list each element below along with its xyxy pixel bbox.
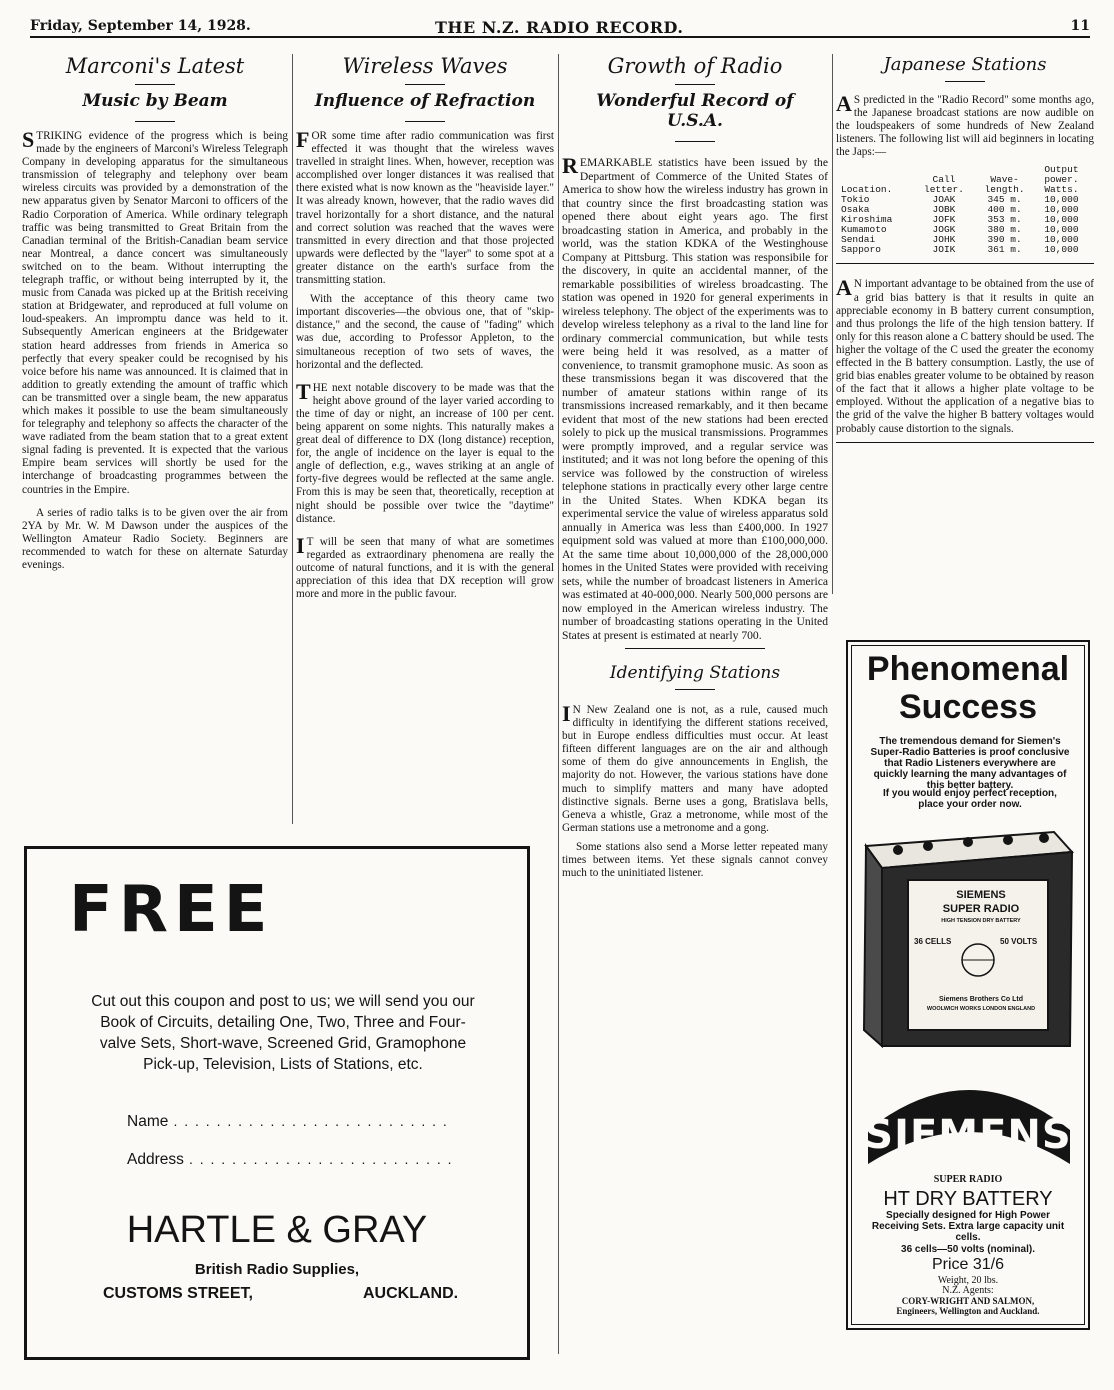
column-divider: [832, 54, 833, 594]
super-radio: SUPER RADIO: [933, 1174, 1003, 1185]
table-row: Kumamoto JOGK 380 m. 10,000: [841, 224, 1079, 236]
coupon-text: Cut out this coupon and post to us; we will send you our Book of Circuits, detailing One, Two, Three and Four-valve Sets, Short-wave, Screened Grid, Gramophone Pick-up, Television, Lists of Stations, etc.: [91, 993, 475, 1073]
table-row: Osaka JOBK 400 m. 10,000: [841, 204, 1079, 216]
article-body: [562, 153, 828, 642]
paragraph: Some stations also send a Morse letter repeated many times between items. Yet these signals cannot convey much to the uninitiated listener.: [562, 840, 828, 880]
ad-headline: Success: [899, 688, 1037, 726]
ad-headline: Phenomenal: [866, 650, 1070, 688]
city: AUCKLAND.: [363, 1285, 459, 1302]
agents-label: N.Z. Agents:: [942, 1285, 994, 1296]
table-header-row: [838, 165, 1088, 195]
drop-cap: R: [562, 153, 578, 178]
battery-label: SIEMENS: [956, 889, 1006, 901]
table-row: Tokio JOAK 345 m. 10,000: [841, 194, 1079, 206]
paragraph: I N New Zealand one is not, as a rule, caused much difficulty in identifying the different stations received, but in Europe endless difficulties must occur. At least fifteen different languages are on the air and although some of them do give announcements in English, the majority do not. However, the various stations have done much to simplify matters and many have adopted distinctive signals. Berne uses a gong, Bratislava bells, Geneva a whistle, Graz a metronome, while most of the German stations use a metronome and a gong.: [562, 701, 828, 834]
brand-logo: SIEMENS: [864, 1112, 1072, 1158]
paragraph: A S predicted in the "Radio Record" some months ago, the Japanese broadcast stations are now audible on the loudspeakers of some hundreds of New Zealand listeners. The following list will aid beginners in locating the Japs:—: [836, 91, 1094, 159]
paragraph: A N important advantage to be obtained from the use of a grid bias battery is that it results in quite an appreciable economy in B battery current consumption, and thus prolongs the life of the high tension battery. If only for this reason alone a C battery should be used. The higher the voltage of the C used the greater the economy effected in the B battery consumption. Lastly, the use of grid bias enables greater volume to be obtained by reason of the fact that it allows a higher plate voltage to be employed. Without the application of a negative bias to the grid of the valve the higher B battery voltages would probably cause distortion to the signals.: [836, 275, 1094, 435]
article-subtitle: Influence of Refraction: [314, 91, 536, 111]
divider: [675, 689, 715, 690]
agents: Engineers, Wellington and Auckland.: [896, 1306, 1040, 1316]
drop-cap: A: [836, 275, 852, 301]
table-row: Sendai JOHK 390 m. 10,000: [841, 234, 1079, 246]
divider: [405, 121, 445, 122]
weight: Weight, 20 lbs.: [937, 1275, 999, 1286]
dotted-line: . . . . . . . . . . . . . . . . . . . . . . . . .: [188, 1151, 454, 1167]
table-header: Wave- length.: [984, 174, 1025, 196]
stations-table: [838, 165, 1088, 255]
column-wireless-waves: [296, 54, 554, 607]
battery-illustration: [858, 820, 1078, 1050]
ad-body: The tremendous demand for Siemen's Super-Radio Batteries is proof conclusive that Radio Listeners everywhere are quickly learning the many advantages of this better battery.: [870, 736, 1070, 791]
article-title: Marconi's Latest: [65, 54, 245, 78]
divider: [836, 442, 1094, 443]
article-subtitle: Wonderful Record of U.S.A.: [596, 91, 794, 131]
price: Price 31/6: [931, 1256, 1005, 1273]
agents: CORY-WRIGHT AND SALMON,: [901, 1296, 1035, 1306]
paragraph: STRIKING evidence of the progress which is being made by the engineers of Marconi's Wireless Telegraph Company in developing apparatus for the simultaneous transmission of telegraphy and telephony over beam wireless circuits was provided by a demonstration of the new apparatus given by Senator Marconi to officers of the Radio Corporation of America. While ordinary telegraph traffic was being transmitted to Great Britain from the Canadian terminal of the British-Canadian beam service near Montreal, a dance concert was simultaneously switched on to the beam. Without interrupting the telegraph traffic, or without being interrupted by it, the music from Canada was picked up at the British receiving station at Bridgewater, and reproduced at full volume on loud-speakers. An impromptu dance was held to it. Subsequently American engineers at the Bridgewater station heard addresses from friends in America so perfectly that every speaker could be recognised by his voice before his name was announced. It is claimed that in addition to greatly extending the amount of traffic which can be transmitted over a single beam, the new apparatus which makes it possible to use the beam simultaneously for telegraphy and telephony so affects the character of the wave radiated from the beam station that to a great extent signal fading is prevented. It is expected that the various Empire beam services will shortly be used for the interchange of broadcasting programmes between the countries in the Empire.: [22, 127, 288, 496]
article-title: Wireless Waves: [342, 54, 508, 78]
article-title: Growth of Radio: [607, 54, 783, 78]
column-marconi: [22, 54, 288, 578]
article-body: [836, 275, 1094, 435]
divider: [405, 84, 445, 85]
battery-cells: 36 CELLS: [914, 937, 952, 946]
drop-cap: F: [296, 127, 310, 152]
company-tagline: British Radio Supplies,: [194, 1261, 360, 1278]
ad-headline: FREE: [69, 873, 274, 947]
drop-cap: I: [296, 532, 305, 558]
divider: [945, 81, 985, 82]
publication-title: THE N.Z. RADIO RECORD.: [435, 18, 684, 37]
column-growth-of-radio: [562, 54, 828, 886]
column-divider: [558, 54, 559, 1354]
table-row: Kiroshima JOFK 353 m. 10,000: [841, 214, 1079, 226]
drop-cap: S: [22, 127, 35, 152]
battery-label: HIGH TENSION DRY BATTERY: [941, 918, 1021, 924]
drop-cap: T: [296, 378, 311, 404]
paragraph: I T will be seen that many of what are sometimes regarded as extraordinary phenomena are really the outcome of natural functions, and it is with the general appreciation of this idea that DX reception will grow more and more in the public favour.: [296, 532, 554, 601]
divider: [135, 84, 175, 85]
table-row: Sapporo JOIK 361 m. 10,000: [841, 244, 1079, 256]
paragraph: With the acceptance of this theory came two important discoveries—the obvious one, that of "skip-distance," and the second, the cause of "fading" which was due, according to Professor Appleton, to the simultaneous reception of two sets of waves, the horizontal and the deflected.: [296, 293, 554, 371]
divider: [135, 121, 175, 122]
article-title: Japanese Stations: [883, 54, 1047, 75]
page-header: [30, 18, 1090, 38]
page-number: 11: [1070, 18, 1090, 34]
drop-cap: I: [562, 701, 571, 726]
battery-volts: 50 VOLTS: [1000, 937, 1038, 946]
dotted-line: . . . . . . . . . . . . . . . . . . . . . . . . . .: [173, 1113, 449, 1129]
name-label: Name: [127, 1113, 169, 1130]
battery-label: SUPER RADIO: [942, 903, 1020, 915]
product-spec: Specially designed for High Power Receiving Sets. Extra large capacity unit cells.: [871, 1210, 1065, 1243]
divider: [625, 648, 765, 649]
column-japanese-stations: [836, 54, 1094, 443]
name-field[interactable]: [127, 1111, 467, 1132]
address-label: Address: [127, 1151, 184, 1168]
header-date: Friday, September 14, 1928.: [30, 18, 251, 34]
ad-body: If you would enjoy perfect reception, place your order now.: [883, 788, 1057, 810]
table-header: Output power. Watts.: [1044, 164, 1079, 196]
product-cells: 36 cells—50 volts (nominal).: [901, 1244, 1035, 1255]
paragraph: REMARKABLE statistics have been issued by the Department of Commerce of the United States of America to show how the wireless industry has grown in that country since the first broadcasting station was opened there about eight years ago. The first broadcasting station in America, and probably in the world, was the station KDKA of the Westinghouse Company at Pittsburg. This station was responsibile for the discovery, in quite an accidental manner, of the remarkable possibilities of wireless broadcasting. The station was opened in 1920 for general experiments in wireless telephony. The object of the experiments was to develop wireless telephony as a rival to the land line for ordinary commercial communication, but while tests were being held it was resolved, as a matter of convenience, to transmit gramophone music. As soon as these transmissions began it was discovered that the number of amateur stations within range of its transmissions increased remarkably, and it then became evident that most of the new stations had been erected solely to pick up the musical transmissions. Programmes were promptly improved, and a regular service was instituted; and it was not long before the opening of this service was followed by the construction of wireless telephone stations in practically every other large centre in the United States. When KDKA began its experimental service the value of wireless apparatus sold annually in America was less than £400,000. In 1927 equipment sold was valued at more than £100,000,000. At the same time about 10,000,000 of the 28,000,000 homes in the United States were provided with receiving sets, while the number of broadcast listeners in America was estimated at 40-000,000. Nearly 500,000 persons are now employed in the American wireless industry. The number of broadcasting stations operating in the United States at present is estimated at nearly 700.: [562, 153, 828, 642]
column-divider: [292, 54, 293, 824]
divider: [675, 141, 715, 142]
battery-maker: WOOLWICH WORKS LONDON ENGLAND: [926, 1006, 1036, 1012]
article-body: [562, 701, 828, 880]
paragraph: FOR some time after radio communication was first effected it was thought that the wireless waves travelled in straight lines. When, however, reception was accomplished over longer distances it was realised that there existed what is now known as the "heaviside layer." It was already known, however, that the radio waves did travel horizontally for a short distance, and the natural and correct solution was reached that the waves were transmitted in every direction and that those projected upwards were deflected by the "layer" to some spot at a greater distance on the earth's surface from the transmitting station.: [296, 127, 554, 287]
battery-maker: Siemens Brothers Co Ltd: [938, 996, 1023, 1003]
company-name: HARTLE & GRAY: [126, 1209, 428, 1251]
divider: [675, 84, 715, 85]
product-name: HT DRY BATTERY: [883, 1188, 1053, 1210]
free-coupon-ad: [24, 846, 530, 1360]
divider: [836, 263, 1094, 264]
table-header: Call letter.: [924, 174, 964, 196]
paragraph: A series of radio talks is to be given over the air from 2YA by Mr. W. M Dawson under the auspices of the Wellington Amateur Radio Society. Beginners are recommended to watch for these on alternate Saturday evenings.: [22, 506, 288, 571]
article-subtitle: Music by Beam: [82, 91, 228, 111]
article-body: [22, 127, 288, 572]
siemens-battery-ad: [846, 640, 1090, 1330]
article-title: Identifying Stations: [609, 663, 781, 683]
address-field[interactable]: [127, 1149, 467, 1170]
drop-cap: A: [836, 91, 852, 116]
street-address: CUSTOMS STREET,: [103, 1285, 253, 1302]
paragraph: THE next notable discovery to be made was that the height above ground of the layer varied according to the time of day or night, an increase of 100 per cent. being apparent on some nights. This naturally makes a great deal of difference to DX (long distance) reception, for, the angle of incidence on the layer is equal to the angle of deflection, e.g., waves striking at an angle of forty-five degrees would be reflected at the same angle. From this is may be seen that, theoretically, reception at night should be possible over twice the "daytime" distance.: [296, 378, 554, 525]
article-body: [836, 91, 1094, 159]
article-body: [296, 127, 554, 601]
table-header: Location.: [841, 184, 893, 196]
